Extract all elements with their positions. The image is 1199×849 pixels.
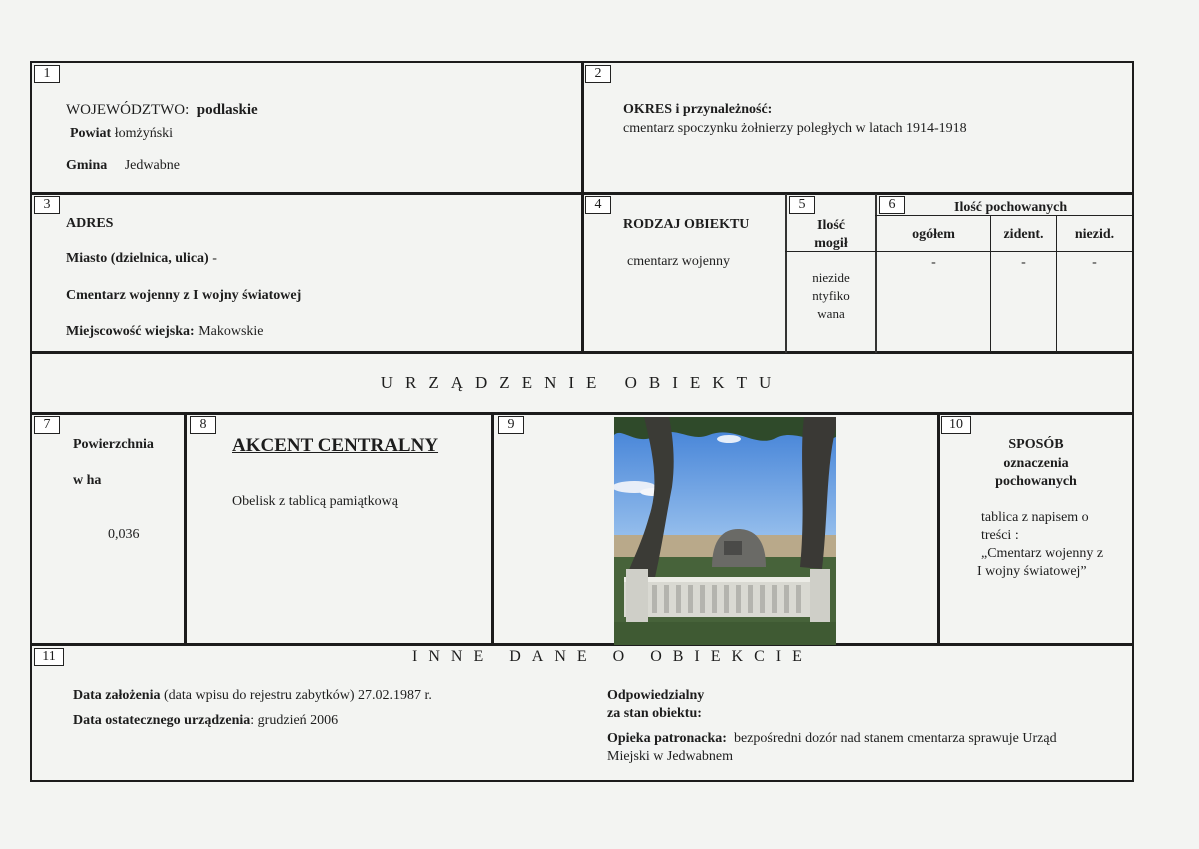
cemetery-photo-image <box>614 417 836 645</box>
gmina-label: Gmina <box>66 158 108 173</box>
miejscowosc-label: Miejscowość wiejska: <box>66 324 195 339</box>
divider <box>581 63 584 353</box>
akcent-title: AKCENT CENTRALNY <box>232 435 439 456</box>
val-zident: - <box>1021 255 1026 270</box>
wojewodztwo-value: podlaskie <box>196 102 258 118</box>
divider <box>491 414 494 644</box>
wojewodztwo-row <box>66 101 258 119</box>
gmina-row <box>66 157 180 175</box>
sposob-title-1: SPOSÓB <box>1008 437 1064 452</box>
divider <box>184 414 187 644</box>
powierzchnia-value: 0,036 <box>108 527 140 542</box>
odpowiedzialny-line-2: za stan obiektu: <box>607 706 702 721</box>
powierzchnia-unit: w ha <box>73 473 102 488</box>
rodzaj-value: cmentarz wojenny <box>627 254 731 269</box>
pochowanych-header: Ilość pochowanych <box>954 200 1068 215</box>
data-zalozenia-value: (data wpisu do rejestru zabytków) 27.02.1987 r. <box>163 688 432 703</box>
cell-number: 1 <box>34 65 60 83</box>
cell-number: 8 <box>190 416 216 434</box>
gmina-value: Jedwabne <box>124 158 180 173</box>
opieka-value-1: bezpośredni dozór nad stanem cmentarza sprawuje Urząd <box>733 731 1057 746</box>
rodzaj-label: RODZAJ OBIEKTU <box>623 217 750 232</box>
col-niezid: niezid. <box>1074 227 1115 242</box>
cmentarz-line: Cmentarz wojenny z I wojny światowej <box>66 288 302 303</box>
section-title: URZĄDZENIE OBIEKTU <box>380 373 784 392</box>
mogil-value-2: ntyfiko <box>812 288 850 303</box>
okres-label-rest: i przynależność: <box>675 102 773 117</box>
inne-dane-title: INNE DANE O OBIEKCIE <box>412 648 813 665</box>
cell-number: 3 <box>34 196 60 214</box>
sposob-title-2: oznaczenia <box>1003 456 1069 471</box>
sposob-title-3: pochowanych <box>995 474 1077 489</box>
powierzchnia-label: Powierzchnia <box>73 437 154 452</box>
odpowiedzialny-line-1: Odpowiedzialny <box>607 688 705 703</box>
cell-number: 5 <box>789 196 815 214</box>
data-ostatecznego-value: : grudzień 2006 <box>250 713 339 728</box>
data-ostatecznego-label: Data ostatecznego urządzenia <box>73 713 251 728</box>
cemetery-photo <box>614 417 836 645</box>
miasto-label: Miasto (dzielnica, ulica) <box>66 251 209 266</box>
mogil-value-1: niezide <box>812 270 850 285</box>
cell-number: 2 <box>585 65 611 83</box>
cell-number: 7 <box>34 416 60 434</box>
divider <box>875 194 877 353</box>
cell-number: 10 <box>941 416 971 434</box>
miasto-value: - <box>212 251 217 266</box>
powiat-value: łomżyński <box>114 126 174 141</box>
cell-number: 4 <box>585 196 611 214</box>
cell-number: 6 <box>879 196 905 214</box>
okres-value: cmentarz spoczynku żołnierzy poległych w latach 1914-1918 <box>623 121 967 136</box>
powiat-row <box>70 125 173 143</box>
akcent-value: Obelisk z tablicą pamiątkową <box>232 494 398 509</box>
sposob-line-4: I wojny światowej” <box>977 564 1087 579</box>
registry-form <box>30 61 1134 782</box>
cell-number: 11 <box>34 648 64 666</box>
wojewodztwo-label: WOJEWÓDZTWO: <box>66 102 190 118</box>
divider <box>32 412 1132 415</box>
okres-row <box>623 101 772 119</box>
powiat-label: Powiat <box>70 126 112 141</box>
data-ostatecznego-row <box>73 712 338 730</box>
col-ogolem: ogółem <box>912 227 955 242</box>
adres-label: ADRES <box>66 216 114 231</box>
opieka-label: Opieka patronacka: <box>607 731 727 746</box>
mogil-header-2: mogił <box>814 236 848 251</box>
val-ogolem: - <box>931 255 936 270</box>
data-zalozenia-row <box>73 687 432 705</box>
mogil-value-3: wana <box>817 306 845 321</box>
divider <box>32 643 1132 646</box>
opieka-row <box>607 730 1057 748</box>
data-zalozenia-label: Data założenia <box>73 688 161 703</box>
sposob-line-1: tablica z napisem o <box>981 510 1089 525</box>
mogil-header-1: Ilość <box>817 218 845 233</box>
sposob-line-3: „Cmentarz wojenny z <box>981 546 1104 561</box>
opieka-value-2: Miejski w Jedwabnem <box>607 749 733 764</box>
cell-number: 9 <box>498 416 524 434</box>
sposob-line-2: treści : <box>981 528 1019 543</box>
miejscowosc-value: Makowskie <box>198 324 264 339</box>
val-niezid: - <box>1092 255 1097 270</box>
miejscowosc-row <box>66 323 264 341</box>
miasto-row <box>66 250 217 268</box>
col-zident: zident. <box>1003 227 1044 242</box>
okres-label: OKRES <box>623 102 673 117</box>
